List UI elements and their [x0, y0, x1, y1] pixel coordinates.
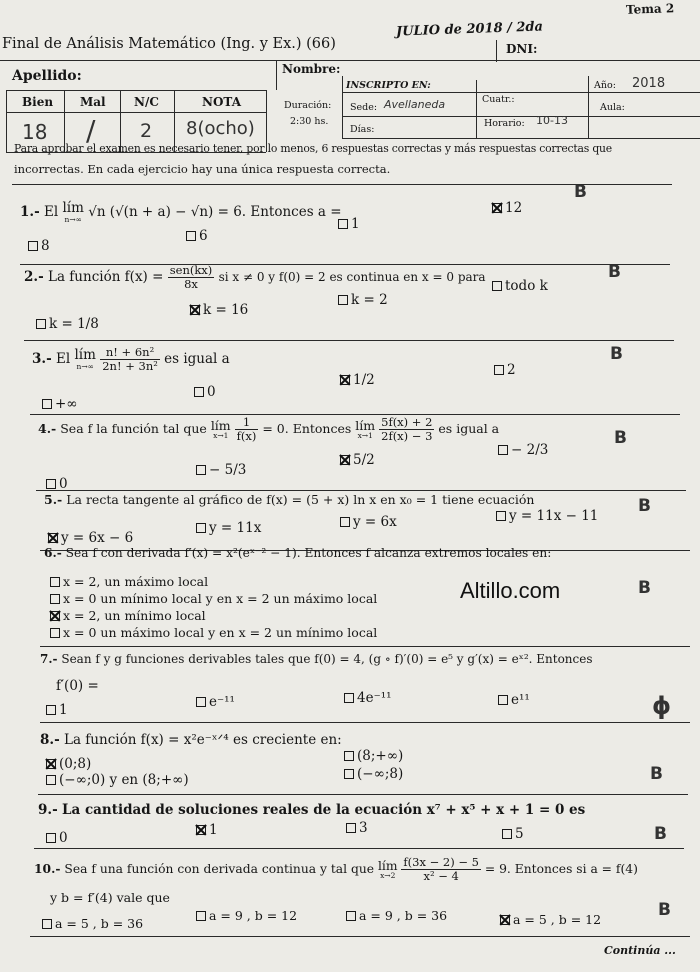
q10-option-2[interactable]: a = 9 , b = 12 — [196, 908, 297, 923]
grade-mark: B — [658, 900, 671, 920]
q5-option-3[interactable]: y = 6x — [340, 514, 397, 530]
q7-option-2[interactable]: e⁻¹¹ — [196, 694, 235, 710]
checkbox[interactable] — [344, 751, 354, 761]
checkbox[interactable] — [338, 219, 348, 229]
q4-option-1[interactable]: 0 — [46, 476, 68, 492]
checkbox-checked[interactable] — [46, 759, 56, 769]
checkbox[interactable] — [502, 829, 512, 839]
horario-value: 10-13 — [536, 114, 568, 127]
q3-option-1[interactable]: +∞ — [42, 396, 78, 412]
q1-option-2[interactable]: 6 — [186, 228, 208, 244]
checkbox[interactable] — [344, 769, 354, 779]
question-6: 6.- Sea f con derivada f′(x) = x²(eˣ⁻² − 1). Entonces f alcanza extremos locales en: — [44, 546, 552, 560]
q8-option-4[interactable]: (−∞;8) — [344, 766, 403, 782]
checkbox[interactable] — [46, 775, 56, 785]
question-4: 4.- Sea f la función tal que lím x→1 $\frac{1}{f(x)}$ = 0. Entonces lím x→1 $\frac{5f(x) + 2}{2f(x) - 3}$ es igual a — [38, 415, 500, 444]
question-9: 9.- La cantidad de soluciones reales de la ecuación x⁷ + x⁵ + x + 1 = 0 es — [38, 802, 586, 818]
checkbox-checked[interactable] — [340, 375, 350, 385]
checkbox[interactable] — [36, 319, 46, 329]
q4-option-3[interactable]: 5/2 — [340, 452, 375, 468]
dias-label: Días: — [350, 124, 375, 135]
grade-mark: B — [608, 262, 621, 282]
checkbox[interactable] — [196, 465, 206, 475]
exam-date: JULIO de 2018 / 2da — [395, 19, 544, 40]
question-5: 5.- La recta tangente al gráfico de f(x) = (5 + x) ln x en x₀ = 1 tiene ecuación — [44, 492, 535, 507]
q6-option-2[interactable]: x = 0 un mínimo local y en x = 2 un máximo local — [50, 591, 377, 606]
checkbox[interactable] — [492, 281, 502, 291]
grade-mark: B — [574, 182, 587, 202]
checkbox[interactable] — [498, 445, 508, 455]
q2-option-3[interactable]: k = 2 — [338, 292, 388, 308]
horario-label: Horario: — [484, 118, 525, 129]
continua-label: Continúa ... — [604, 944, 676, 957]
checkbox[interactable] — [194, 387, 204, 397]
question-3: 3.- El lím n→∞ $\frac{\text{n! + 6n²}}{\text{2n! + 3n²}}$ es igual a — [32, 345, 230, 374]
bien-header: Bien — [22, 95, 54, 109]
checkbox[interactable] — [28, 241, 38, 251]
q9-option-2[interactable]: 1 — [196, 822, 218, 838]
bien-value: 18 — [22, 120, 48, 144]
instructions-line-1: Para aprobar el examen es necesario tener, por lo menos, 6 respuestas correctas y más respuestas correctas que — [14, 142, 612, 155]
q10-option-3[interactable]: a = 9 , b = 36 — [346, 908, 447, 923]
question-10-line-2: y b = f′(4) vale que — [50, 890, 170, 905]
mal-value: / — [86, 114, 96, 147]
inscripto-label: INSCRIPTO EN: — [346, 80, 431, 91]
question-2: 2.- La función f(x) = $\frac{\text{sen(kx)}}{8x}$ si x ≠ 0 y f(0) = 2 es continua en x = 0 para — [24, 263, 486, 292]
question-7: 7.- Sean f y g funciones derivables tales que f(0) = 4, (g ∘ f)′(0) = e⁵ y g′(x) = eˣ². Entonces — [40, 652, 593, 666]
grade-mark: B — [610, 344, 623, 364]
checkbox[interactable] — [50, 577, 60, 587]
q9-option-1[interactable]: 0 — [46, 830, 68, 846]
checkbox[interactable] — [196, 697, 206, 707]
tema-label: Tema 2 — [625, 1, 675, 17]
grade-mark: B — [654, 824, 667, 844]
q8-option-1[interactable]: (0;8) — [46, 756, 91, 772]
checkbox[interactable] — [50, 594, 60, 604]
question-10: 10.- Sea f una función con derivada continua y tal que lím x→2 $\frac{f(3x - 2) - 5}{\text{x² − 4}}$ = 9. Entonces si a = f(4) — [34, 855, 638, 884]
q10-option-4[interactable]: a = 5 , b = 12 — [500, 912, 601, 927]
q2-option-4[interactable]: todo k — [492, 278, 548, 294]
q2-option-2[interactable]: k = 16 — [190, 302, 248, 318]
q7-option-1[interactable]: 1 — [46, 702, 68, 718]
checkbox-checked[interactable] — [190, 305, 200, 315]
q8-option-2[interactable]: (−∞;0) y en (8;+∞) — [46, 772, 189, 788]
checkbox[interactable] — [186, 231, 196, 241]
checkbox[interactable] — [498, 695, 508, 705]
q10-option-1[interactable]: a = 5 , b = 36 — [42, 916, 143, 931]
checkbox[interactable] — [42, 399, 52, 409]
q7-option-3[interactable]: 4e⁻¹¹ — [344, 690, 392, 706]
q4-option-4[interactable]: − 2/3 — [498, 442, 548, 458]
aula-label: Aula: — [600, 102, 625, 113]
checkbox[interactable] — [340, 517, 350, 527]
grade-mark: B — [614, 428, 627, 448]
checkbox[interactable] — [494, 365, 504, 375]
duracion-value: 2:30 hs. — [290, 116, 329, 127]
watermark: Altillo.com — [460, 578, 561, 603]
checkbox[interactable] — [338, 295, 348, 305]
checkbox-checked[interactable] — [500, 915, 510, 925]
q1-option-1[interactable]: 8 — [28, 238, 50, 254]
mal-header: Mal — [80, 95, 106, 109]
q1-option-3[interactable]: 1 — [338, 216, 360, 232]
q7-option-4[interactable]: e¹¹ — [498, 692, 530, 708]
apellido-label: Apellido: — [12, 68, 82, 84]
checkbox[interactable] — [196, 911, 206, 921]
nombre-label: Nombre: — [282, 62, 341, 76]
checkbox[interactable] — [46, 705, 56, 715]
duracion-label: Duración: — [284, 100, 332, 111]
q6-option-1[interactable]: x = 2, un máximo local — [50, 574, 208, 589]
q4-option-2[interactable]: − 5/3 — [196, 462, 246, 478]
sede-label: Sede: — [350, 102, 378, 113]
checkbox[interactable] — [344, 693, 354, 703]
q6-option-4[interactable]: x = 0 un máximo local y en x = 2 un mínimo local — [50, 625, 377, 640]
exam-title: Final de Análisis Matemático (Ing. y Ex.) (66) — [2, 36, 336, 52]
nota-value: 8(ocho) — [186, 118, 255, 139]
q6-option-3[interactable]: x = 2, un mínimo local — [50, 608, 206, 623]
q5-option-1[interactable]: y = 6x − 6 — [48, 530, 133, 546]
cuatr-label: Cuatr.: — [482, 94, 515, 105]
anio-label: Año: — [594, 80, 616, 91]
checkbox-checked[interactable] — [50, 611, 60, 621]
q9-option-4[interactable]: 5 — [502, 826, 524, 842]
q3-option-3[interactable]: 1/2 — [340, 372, 375, 388]
question-1: 1.- El lím n→∞ √n (√(n + a) − √n) = 6. Entonces a = — [20, 200, 342, 224]
q3-option-2[interactable]: 0 — [194, 384, 216, 400]
checkbox-checked[interactable] — [492, 203, 502, 213]
checkbox[interactable] — [50, 628, 60, 638]
grade-mark: ɸ — [652, 692, 672, 720]
anio-value: 2018 — [632, 76, 666, 91]
q5-option-2[interactable]: y = 11x — [196, 520, 261, 536]
checkbox[interactable] — [496, 511, 506, 521]
nc-value: 2 — [140, 120, 153, 142]
checkbox[interactable] — [196, 523, 206, 533]
question-8: 8.- La función f(x) = x²e⁻ˣᐟ⁴ es creciente en: — [40, 732, 342, 748]
q3-option-4[interactable]: 2 — [494, 362, 516, 378]
checkbox[interactable] — [346, 911, 356, 921]
checkbox-checked[interactable] — [48, 533, 58, 543]
q1-option-4[interactable]: 12 — [492, 200, 522, 216]
nota-header: NOTA — [202, 95, 242, 109]
checkbox-checked[interactable] — [340, 455, 350, 465]
sede-value: Avellaneda — [384, 98, 446, 111]
question-7-line-2: f′(0) = — [56, 678, 99, 694]
q9-option-3[interactable]: 3 — [346, 820, 368, 836]
nc-header: N/C — [134, 95, 159, 109]
dni-label: DNI: — [506, 42, 538, 56]
grade-mark: B — [650, 764, 663, 784]
q5-option-4[interactable]: y = 11x − 11 — [496, 508, 598, 524]
instructions-line-2: incorrectas. En cada ejercicio hay una única respuesta correcta. — [14, 162, 391, 176]
q2-option-1[interactable]: k = 1/8 — [36, 316, 99, 332]
checkbox[interactable] — [42, 919, 52, 929]
checkbox[interactable] — [46, 479, 56, 489]
checkbox-checked[interactable] — [196, 825, 206, 835]
q8-option-3[interactable]: (8;+∞) — [344, 748, 403, 764]
grade-mark: B — [638, 496, 651, 516]
checkbox[interactable] — [46, 833, 56, 843]
checkbox[interactable] — [346, 823, 356, 833]
grade-mark: B — [638, 578, 651, 598]
